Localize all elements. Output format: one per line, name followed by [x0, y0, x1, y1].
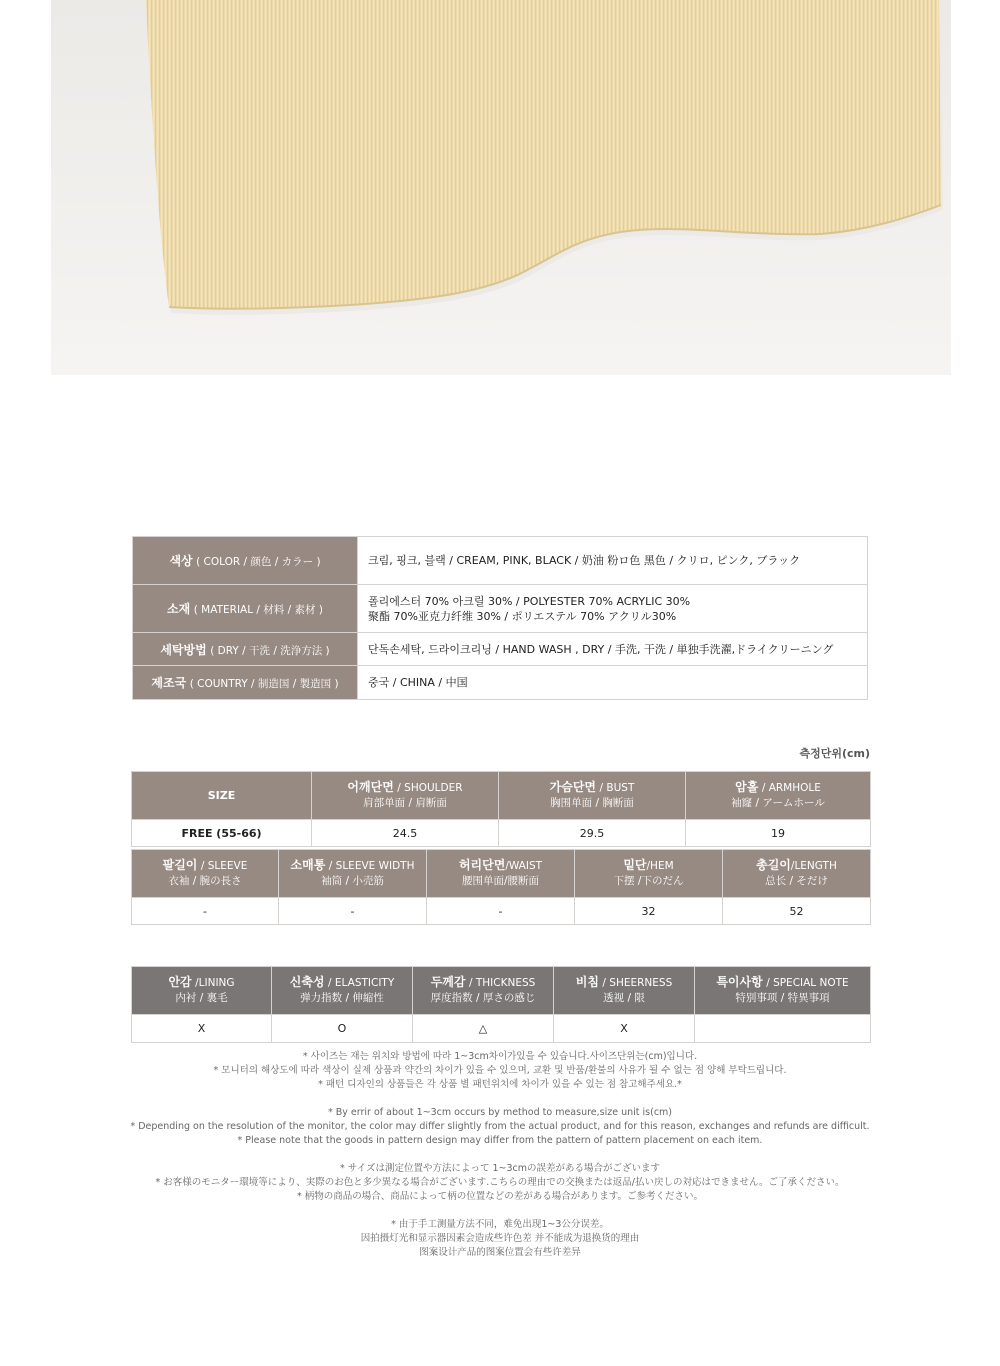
value-lining: X [132, 1015, 272, 1043]
header-special-note: 특이사항 / SPECIAL NOTE 特别事项 / 特異事項 [695, 967, 871, 1015]
note-zh-3: 图案设计产品的图案位置会有些许差异 [419, 1247, 581, 1258]
feature-table-header [132, 967, 871, 1015]
info-row-wash [133, 633, 868, 666]
size-table-1 [131, 771, 871, 847]
value-sheerness: X [554, 1015, 695, 1043]
note-ja-1: * サイズは測定位置や方法によって 1~3cmの誤差がある場合がございます [339, 1163, 661, 1174]
header-length: 총길이/LENGTH 总长 / そだけ [723, 850, 871, 898]
info-label: 색상 ( COLOR / 颜色 / カラー ) [133, 537, 358, 585]
header-shoulder: 어깨단면 / SHOULDER 肩部单面 / 肩断面 [312, 772, 499, 820]
info-label: 세탁방법 ( DRY / 干洗 / 洗浄方法 ) [133, 633, 358, 666]
header-armhole: 암홀 / ARMHOLE 袖窿 / アームホール [686, 772, 871, 820]
value-elasticity: O [272, 1015, 413, 1043]
value-size: FREE (55-66) [132, 820, 312, 847]
value-length: 52 [723, 898, 871, 925]
product-photo [51, 0, 951, 375]
info-row-country [133, 666, 868, 700]
note-en-1: * By errir of about 1~3cm occurs by method to measure,size unit is(cm) [327, 1107, 673, 1118]
header-sleeve: 팔길이 / SLEEVE 衣袖 / 腕の長さ [132, 850, 279, 898]
info-row-color [133, 537, 868, 585]
note-ko-3: * 패턴 디자인의 상품들은 각 상품 별 패턴위치에 차이가 있을 수 있는 점 참고해주세요.* [318, 1079, 682, 1090]
info-value: 크림, 핑크, 블랙 / CREAM, PINK, BLACK / 奶油 粉ロ色 黑色 / クリロ, ピンク, ブラック [358, 537, 868, 585]
value-sleeve: - [132, 898, 279, 925]
size-table-2 [131, 849, 871, 925]
value-thickness: △ [413, 1015, 554, 1043]
measurement-unit-label: 측정단위(cm) [799, 747, 870, 760]
size-table-values [132, 820, 871, 847]
info-value: 폴리에스터 70% 아크릴 30% / POLYESTER 70% ACRYLIC 30% 聚酯 70%亚克力纤维 30% / ポリエステル 70% アクリル30% [358, 585, 868, 633]
value-armhole: 19 [686, 820, 871, 847]
header-elasticity: 신축성 / ELASTICITY 弹力指数 / 伸縮性 [272, 967, 413, 1015]
size-table-values [132, 898, 871, 925]
note-ko-1: * 사이즈는 재는 위치와 방법에 따라 1~3cm차이가있을 수 있습니다.사이즈단위는(cm)입니다. [302, 1051, 698, 1062]
value-bust: 29.5 [499, 820, 686, 847]
value-shoulder: 24.5 [312, 820, 499, 847]
info-row-material [133, 585, 868, 633]
note-zh-1: * 由于手工测量方法不同，难免出现1~3公分误差。 [391, 1219, 609, 1230]
feature-table-values [132, 1015, 871, 1043]
header-sleeve-width: 소매통 / SLEEVE WIDTH 袖筒 / 小売筋 [279, 850, 427, 898]
value-waist: - [427, 898, 575, 925]
note-zh-2: 因拍摄灯光和显示器因素会造成些许色差 并不能成为退换货的理由 [360, 1233, 640, 1244]
header-sheerness: 비침 / SHEERNESS 透视 / 限 [554, 967, 695, 1015]
note-ja-2: * お客様のモニター環境等により、実際のお色と多少異なる場合がございます.こちらの理由での交換または返品/払い戻しの対応はできません。ご了承ください。 [155, 1177, 845, 1188]
size-notes [0, 1050, 1000, 1260]
header-size: SIZE [132, 772, 312, 820]
header-thickness: 두께감 / THICKNESS 厚度指数 / 厚さの感じ [413, 967, 554, 1015]
size-table-header [132, 850, 871, 898]
header-hem: 밑단/HEM 下摆 /下のだん [575, 850, 723, 898]
note-en-3: * Please note that the goods in pattern design may differ from the pattern of pattern placement on each item. [237, 1135, 763, 1146]
value-special-note [695, 1015, 871, 1043]
product-info-table [132, 536, 868, 700]
value-sleeve-width: - [279, 898, 427, 925]
info-label: 소재 ( MATERIAL / 材料 / 素材 ) [133, 585, 358, 633]
info-value: 중국 / CHINA / 中国 [358, 666, 868, 700]
feature-table [131, 966, 871, 1043]
value-hem: 32 [575, 898, 723, 925]
size-table-header [132, 772, 871, 820]
header-waist: 허리단면/WAIST 腰围单面/腰断面 [427, 850, 575, 898]
note-en-2: * Depending on the resolution of the monitor, the color may differ slightly from the actual product, and for this reason, exchanges and refunds are difficult. [130, 1121, 870, 1132]
info-value: 단독손세탁, 드라이크리닝 / HAND WASH , DRY / 手洗, 干洗 / 単独手洗濯,ドライクリーニング [358, 633, 868, 666]
knit-fabric-image [51, 0, 951, 375]
note-ko-2: * 모니터의 해상도에 따라 색상이 실제 상품과 약간의 차이가 있을 수 있으며, 교환 및 반품/환불의 사유가 될 수 없는 점 양해 부탁드립니다. [213, 1065, 787, 1076]
note-ja-3: * 柄物の商品の場合、商品によって柄の位置などの差がある場合があります。ご参考ください。 [296, 1191, 703, 1202]
info-label: 제조국 ( COUNTRY / 制造国 / 製造国 ) [133, 666, 358, 700]
header-bust: 가슴단면 / BUST 胸围单面 / 胸断面 [499, 772, 686, 820]
header-lining: 안감 /LINING 内衬 / 裏毛 [132, 967, 272, 1015]
